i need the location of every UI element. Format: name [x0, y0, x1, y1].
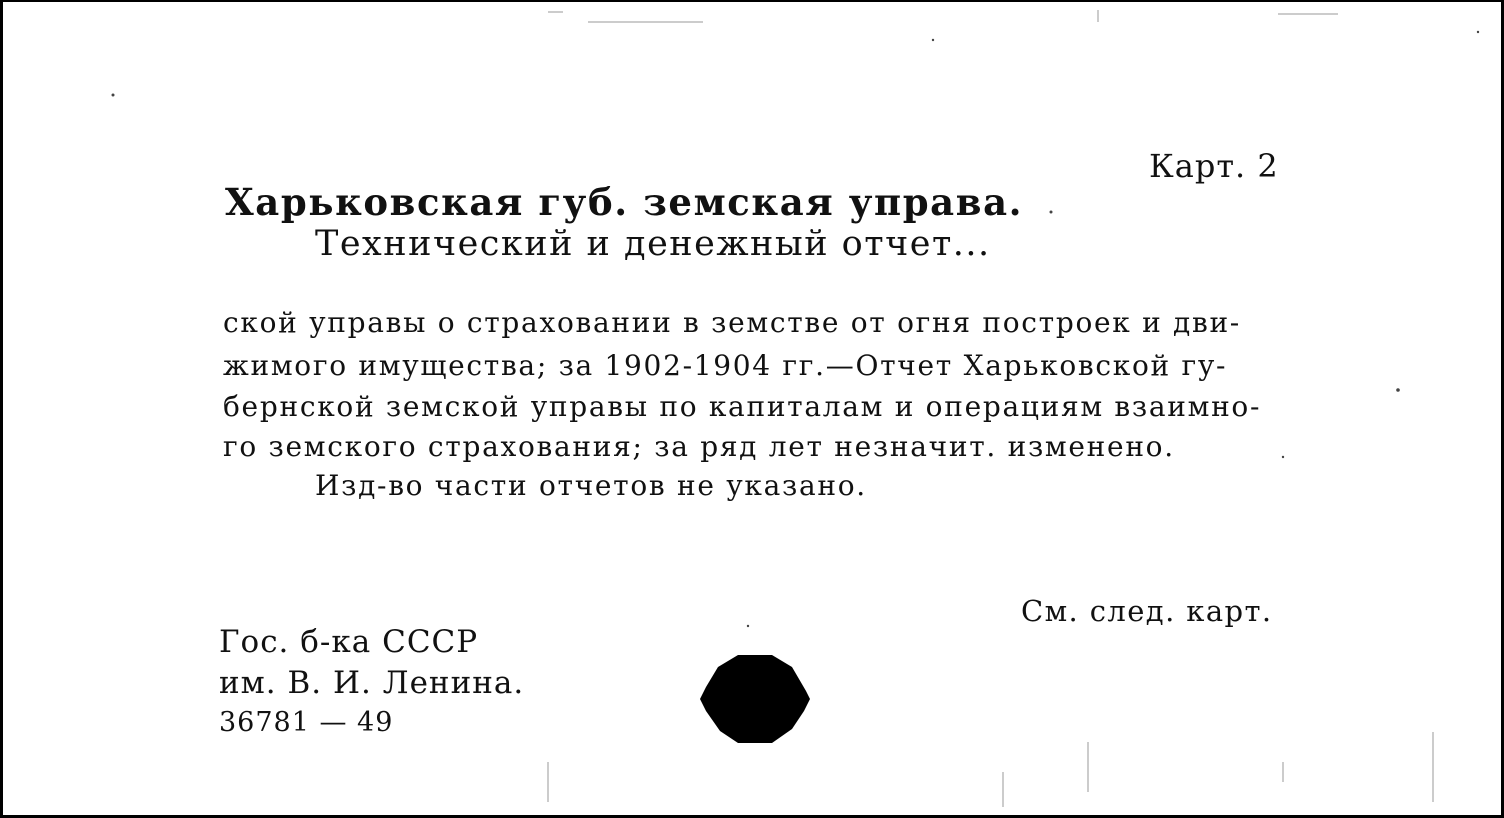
catalog-number: 36781 — 49	[219, 707, 394, 738]
card-number: Карт. 2	[1149, 147, 1279, 185]
body-line: го земского страхования; за ряд лет незначит. изменено.	[223, 430, 1175, 463]
body-line-note: Изд-во части отчетов не указано.	[315, 469, 867, 502]
body-line: жимого имущества; за 1902-1904 гг.—Отчет Харьковской гу-	[223, 349, 1228, 382]
library-name: Гос. б-ка СССР	[219, 624, 479, 660]
body-line: ской управы о страховании в земстве от огня построек и дви-	[223, 306, 1241, 339]
card-subtitle: Технический и денежный отчет...	[315, 224, 991, 264]
see-next-card-note: См. след. карт.	[1021, 594, 1273, 628]
punch-hole	[700, 653, 810, 745]
card-heading: Харьковская губ. земская управа.	[225, 180, 1024, 224]
body-line: бернской земской управы по капиталам и операциям взаимно-	[223, 390, 1262, 423]
library-dedication: им. В. И. Ленина.	[219, 665, 525, 701]
